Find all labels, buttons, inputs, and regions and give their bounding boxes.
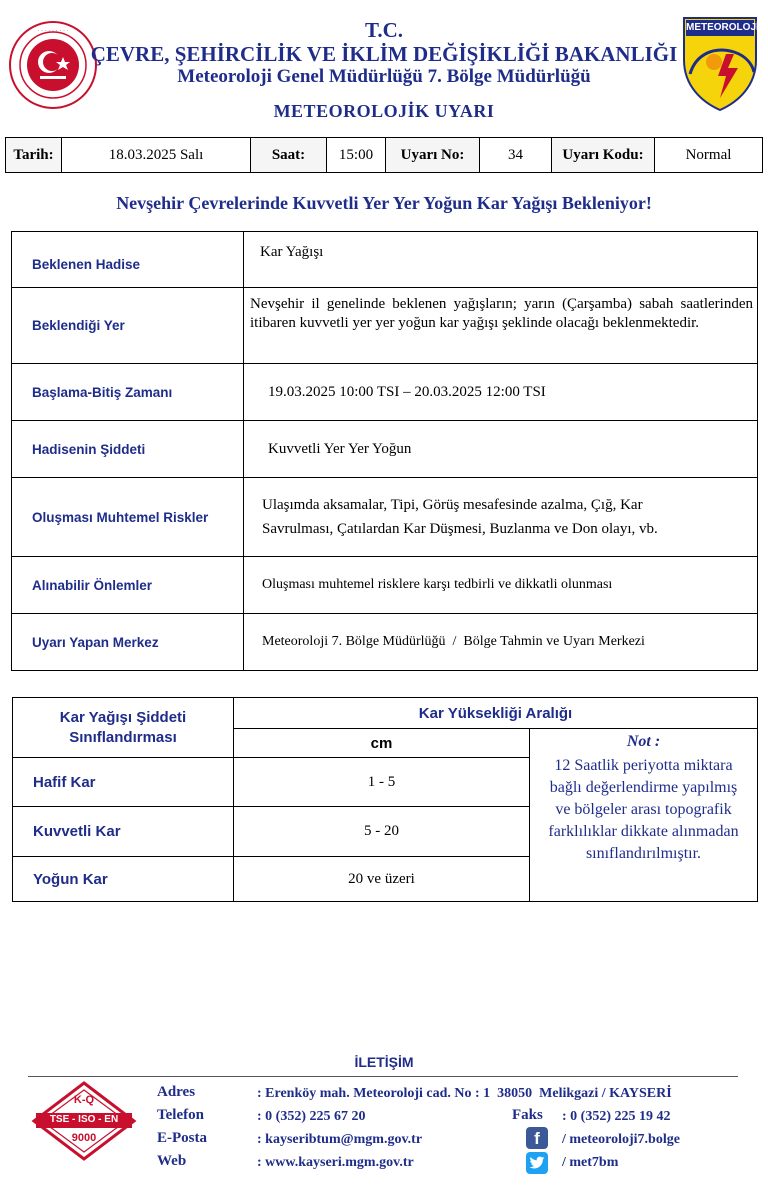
detail-label: Beklendiği Yer <box>12 288 244 364</box>
detail-value: 19.03.2025 10:00 TSI – 20.03.2025 12:00 TSI <box>244 364 758 421</box>
header-tc: T.C. <box>364 18 404 42</box>
web-value[interactable]: : www.kayseri.mgm.gov.tr <box>257 1155 414 1170</box>
detail-row <box>12 614 758 671</box>
email-label: E-Posta <box>157 1130 207 1146</box>
phone-value: : 0 (352) 225 67 20 <box>257 1109 366 1124</box>
note-text: 12 Saatlik periyotta miktara bağlı değerlendirme yapılmış ve bölgeler arası topografik farklılıklar dikkate alınmadan sınıflandırılmıştır. <box>548 757 739 862</box>
date-label: Tarih: <box>6 138 62 173</box>
detail-value: Kuvvetli Yer Yer Yoğun <box>244 421 758 478</box>
warning-headline: Nevşehir Çevrelerinde Kuvvetli Yer Yer Yoğun Kar Yağışı Bekleniyor! <box>116 193 652 213</box>
warning-code-value: Normal <box>655 138 763 173</box>
fax-label: Faks <box>512 1107 543 1123</box>
detail-value: Kar Yağışı <box>244 232 758 288</box>
address-label: Adres <box>157 1084 196 1100</box>
detail-value: Meteoroloji 7. Bölge Müdürlüğü / Bölge Tahmin ve Uyarı Merkezi <box>244 614 758 671</box>
meteoroloji-logo <box>680 14 760 112</box>
header-directorate: Meteoroloji Genel Müdürlüğü 7. Bölge Müdürlüğü <box>177 66 591 87</box>
badge-top: K-Q <box>73 1094 95 1106</box>
detail-label: Oluşması Muhtemel Riskler <box>12 478 244 557</box>
detail-row <box>12 364 758 421</box>
detail-row <box>12 478 758 557</box>
note-title: Not : <box>626 733 661 750</box>
tse-badge <box>30 1080 138 1162</box>
detail-value: Oluşması muhtemel risklere karşı tedbirli ve dikkatli olunması <box>244 557 758 614</box>
detail-label: Hadisenin Şiddeti <box>12 421 244 478</box>
twitter-value[interactable]: / met7bm <box>562 1155 619 1170</box>
web-label: Web <box>157 1153 187 1169</box>
detail-label: Uyarı Yapan Merkez <box>12 614 244 671</box>
detail-label: Başlama-Bitiş Zamanı <box>12 364 244 421</box>
warning-details-table <box>11 231 758 671</box>
facebook-icon[interactable]: f <box>526 1127 548 1149</box>
class-value: 20 ve üzeri <box>234 857 530 902</box>
warning-no-label: Uyarı No: <box>386 138 480 173</box>
time-label: Saat: <box>251 138 327 173</box>
detail-row <box>12 288 758 364</box>
email-link[interactable]: : kayseribtum@mgm.gov.tr <box>257 1132 423 1147</box>
fax-value: : 0 (352) 225 19 42 <box>562 1109 671 1124</box>
warning-code-label: Uyarı Kodu: <box>552 138 655 173</box>
detail-label: Beklenen Hadise <box>12 232 244 288</box>
classification-title: Kar Yağışı Şiddeti Sınıflandırması <box>13 698 234 758</box>
header-ministry: ÇEVRE, ŞEHİRCİLİK VE İKLİM DEĞİŞİKLİĞİ BAKANLIĞI <box>90 42 678 66</box>
time-value: 15:00 <box>327 138 386 173</box>
email-value[interactable] <box>257 1132 422 1148</box>
class-label: Kuvvetli Kar <box>13 807 234 857</box>
svg-text:· · · · · · · · ·: · · · · · · · · · <box>37 28 69 34</box>
warning-info-table <box>5 137 763 173</box>
detail-label: Alınabilir Önlemler <box>12 557 244 614</box>
twitter-icon[interactable] <box>526 1152 548 1174</box>
class-label: Hafif Kar <box>13 758 234 807</box>
range-title: Kar Yüksekliği Aralığı <box>234 698 758 729</box>
class-value: 5 - 20 <box>234 807 530 857</box>
phone-label: Telefon <box>157 1107 204 1123</box>
address-value: : Erenköy mah. Meteoroloji cad. No : 1 38050 Melikgazi / KAYSERİ <box>257 1086 672 1101</box>
logo-text: METEOROLOJİ <box>686 22 759 33</box>
class-value: 1 - 5 <box>234 758 530 807</box>
warning-no-value: 34 <box>480 138 552 173</box>
contact-title: İLETİŞİM <box>354 1054 414 1070</box>
badge-bot: 9000 <box>71 1132 97 1144</box>
classification-note <box>530 729 758 902</box>
detail-row <box>12 421 758 478</box>
classification-table <box>12 697 758 902</box>
document-title: METEOROLOJİK UYARI <box>273 101 495 121</box>
class-label: Yoğun Kar <box>13 857 234 902</box>
detail-row <box>12 232 758 288</box>
unit-header: cm <box>234 729 530 758</box>
footer-divider <box>28 1076 738 1077</box>
date-value: 18.03.2025 Salı <box>62 138 251 173</box>
facebook-value[interactable]: / meteoroloji7.bolge <box>562 1132 680 1147</box>
badge-mid: TSE - ISO - EN <box>49 1114 119 1125</box>
detail-value: Nevşehir il genelinde beklenen yağışların; yarın (Çarşamba) sabah saatlerinden itibaren kuvvetli yer yer yoğun kar yağışı şeklinde olacağı beklenmektedir. <box>244 288 758 364</box>
detail-row <box>12 557 758 614</box>
detail-value: Ulaşımda aksamalar, Tipi, Görüş mesafesinde azalma, Çığ, Kar Savrulması, Çatılardan Kar Düşmesi, Buzlanma ve Don olayı, vb. <box>244 478 758 557</box>
